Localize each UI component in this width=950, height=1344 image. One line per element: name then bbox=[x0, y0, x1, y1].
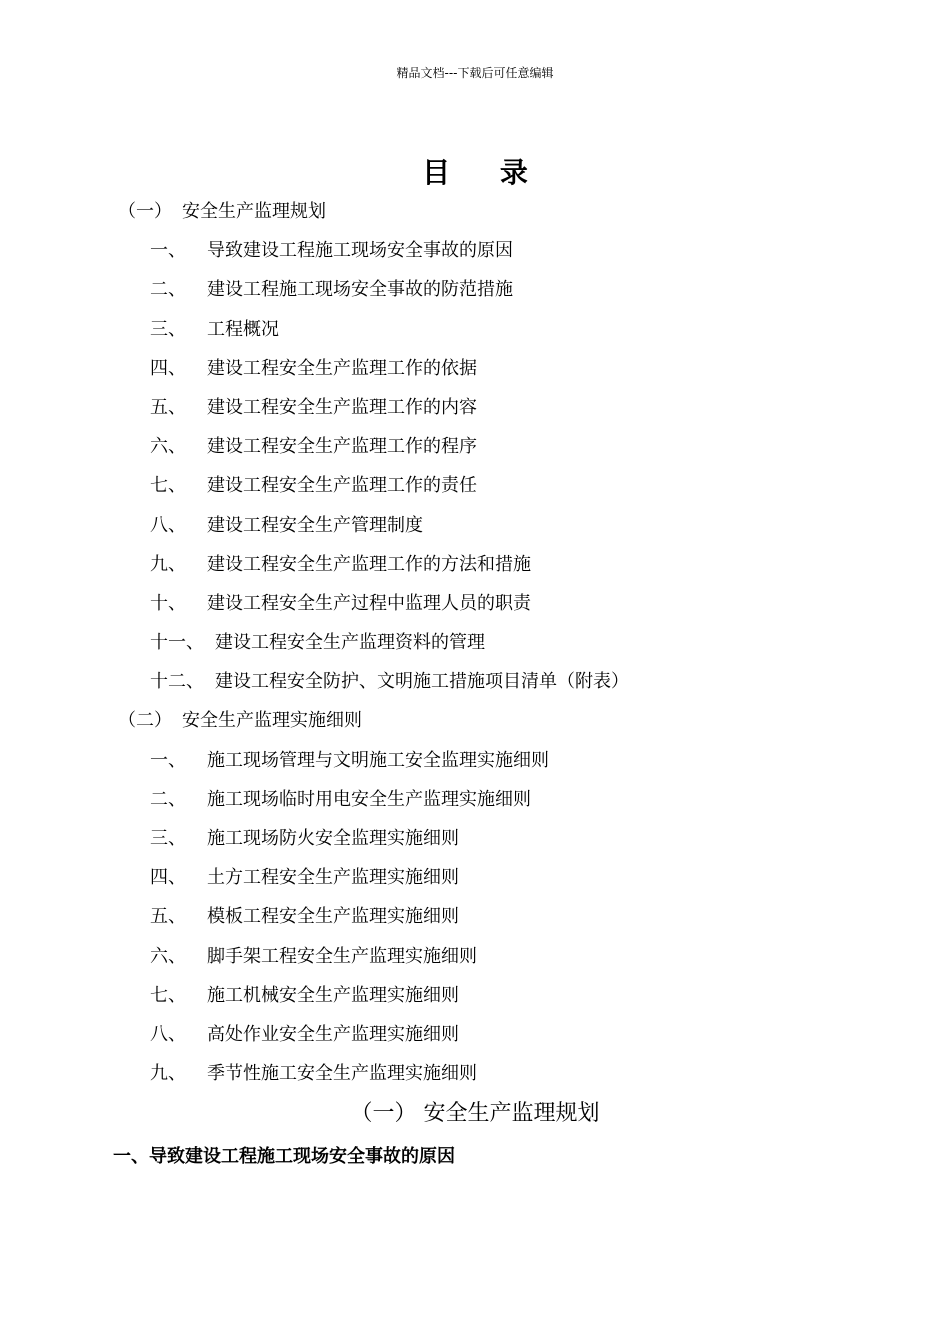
toc-entry[interactable] bbox=[0, 858, 950, 897]
toc-entry-text: 建设工程安全生产管理制度 bbox=[207, 514, 423, 536]
toc-entry-text: 建设工程安全生产监理工作的责任 bbox=[207, 475, 477, 497]
toc-entry-number: 四、 bbox=[150, 867, 186, 889]
toc-entry-text: 施工机械安全生产监理实施细则 bbox=[207, 984, 459, 1006]
toc-entry-text: 建设工程安全生产监理工作的程序 bbox=[207, 436, 477, 458]
toc-entry-text: 安全生产监理规划 bbox=[182, 201, 326, 222]
toc-entry[interactable] bbox=[0, 231, 950, 270]
toc-entry-text: 高处作业安全生产监理实施细则 bbox=[207, 1023, 459, 1045]
toc-entry[interactable] bbox=[0, 780, 950, 819]
toc-entry-part-2[interactable] bbox=[0, 701, 950, 740]
toc-entry[interactable] bbox=[0, 545, 950, 584]
toc-entry[interactable] bbox=[0, 388, 950, 427]
toc-entry-text: 季节性施工安全生产监理实施细则 bbox=[207, 1063, 477, 1085]
toc-entry[interactable] bbox=[0, 897, 950, 936]
toc-entry-number: 六、 bbox=[150, 945, 186, 967]
toc-entry-text: 施工现场管理与文明施工安全监理实施细则 bbox=[207, 749, 549, 771]
toc-entry-number: 一、 bbox=[150, 749, 186, 771]
toc-entry-number: 九、 bbox=[150, 553, 186, 575]
toc-entry-text: 施工现场防火安全监理实施细则 bbox=[207, 828, 459, 849]
toc-entry[interactable] bbox=[0, 310, 950, 349]
toc-entry-text: 建设工程安全生产监理工作的方法和措施 bbox=[207, 553, 531, 575]
toc-entry-number: 十、 bbox=[150, 592, 186, 614]
toc-entry-number: 八、 bbox=[150, 514, 186, 536]
toc-entry-text: 导致建设工程施工现场安全事故的原因 bbox=[207, 240, 513, 262]
toc-title: 目 录 bbox=[422, 156, 548, 189]
toc-entry-text: 工程概况 bbox=[207, 318, 279, 340]
toc-entry[interactable] bbox=[0, 741, 950, 780]
toc-entry[interactable] bbox=[0, 584, 950, 623]
toc-entry[interactable] bbox=[0, 270, 950, 309]
subsection-heading: 一、导致建设工程施工现场安全事故的原因 bbox=[113, 1146, 455, 1167]
toc-entry-text: 模板工程安全生产监理实施细则 bbox=[207, 906, 459, 928]
toc-entry-text: 建设工程安全生产监理工作的依据 bbox=[207, 357, 477, 379]
table-of-contents bbox=[0, 192, 950, 1093]
section-heading: （一） 安全生产监理规划 bbox=[350, 1101, 600, 1126]
toc-entry[interactable] bbox=[0, 1015, 950, 1054]
toc-entry-number: （二） bbox=[118, 710, 172, 732]
toc-entry-text: 土方工程安全生产监理实施细则 bbox=[207, 867, 459, 889]
toc-entry-number: 四、 bbox=[150, 357, 186, 379]
toc-entry-number: 二、 bbox=[150, 788, 186, 810]
toc-entry-text: 建设工程安全生产监理工作的内容 bbox=[207, 396, 477, 418]
toc-entry-number: 十二、 bbox=[150, 671, 204, 693]
toc-entry[interactable] bbox=[0, 427, 950, 466]
toc-entry[interactable] bbox=[0, 976, 950, 1015]
toc-entry-number: 七、 bbox=[150, 984, 186, 1006]
toc-entry-text: 施工现场临时用电安全生产监理实施细则 bbox=[207, 788, 531, 810]
toc-entry-number: 八、 bbox=[150, 1023, 186, 1045]
toc-entry[interactable] bbox=[0, 1054, 950, 1093]
toc-entry[interactable] bbox=[0, 466, 950, 505]
toc-entry-text: 安全生产监理实施细则 bbox=[182, 710, 362, 732]
toc-entry-text: 建设工程施工现场安全事故的防范措施 bbox=[207, 279, 513, 301]
toc-entry[interactable] bbox=[0, 819, 950, 858]
toc-entry[interactable] bbox=[0, 937, 950, 976]
toc-entry-number: 十一、 bbox=[150, 632, 204, 654]
toc-entry-text: 脚手架工程安全生产监理实施细则 bbox=[207, 945, 477, 967]
page-header-note: 精品文档---下载后可任意编辑 bbox=[396, 66, 554, 80]
toc-entry-number: 三、 bbox=[150, 318, 186, 340]
toc-entry[interactable] bbox=[0, 349, 950, 388]
toc-entry-text: 建设工程安全防护、文明施工措施项目清单（附表） bbox=[215, 671, 629, 693]
toc-entry-number: （一） bbox=[118, 201, 172, 222]
toc-entry-text: 建设工程安全生产监理资料的管理 bbox=[215, 632, 485, 654]
toc-entry-number: 五、 bbox=[150, 396, 186, 418]
toc-entry-number: 二、 bbox=[150, 279, 186, 301]
toc-entry-number: 五、 bbox=[150, 906, 186, 928]
toc-entry[interactable] bbox=[0, 506, 950, 545]
toc-entry-number: 九、 bbox=[150, 1063, 186, 1085]
toc-entry-text: 建设工程安全生产过程中监理人员的职责 bbox=[207, 592, 531, 614]
toc-entry-number: 一、 bbox=[150, 240, 186, 262]
toc-entry[interactable] bbox=[0, 623, 950, 662]
toc-entry-number: 六、 bbox=[150, 436, 186, 458]
toc-entry[interactable] bbox=[0, 662, 950, 701]
toc-entry-number: 三、 bbox=[150, 828, 186, 849]
toc-entry-number: 七、 bbox=[150, 475, 186, 497]
toc-entry-part-1[interactable] bbox=[0, 192, 950, 231]
